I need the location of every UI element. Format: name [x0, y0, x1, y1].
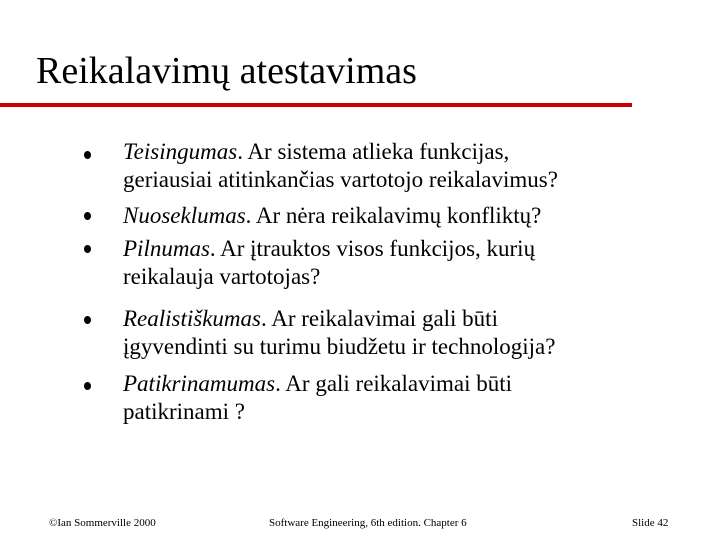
bullet-continuation: patikrinami ?	[123, 399, 245, 424]
bullet-text	[123, 235, 683, 291]
bullet-dot-icon	[84, 316, 91, 324]
bullet-term: Patikrinamumas	[123, 371, 276, 396]
slide-title: Reikalavimų atestavimas	[36, 50, 417, 92]
bullet-text	[123, 370, 683, 426]
bullet-continuation: reikalauja vartotojas?	[123, 264, 321, 289]
bullet-dot-icon	[84, 212, 91, 220]
footer-slide-number: Slide 42	[632, 517, 669, 529]
bullet-text	[123, 202, 683, 230]
bullet-text	[123, 138, 683, 194]
bullet-body: . Ar nėra reikalavimų konfliktų?	[245, 203, 542, 228]
bullet-continuation: įgyvendinti su turimu biudžetu ir technologija?	[123, 334, 556, 359]
bullet-dot-icon	[84, 245, 91, 253]
bullet-term: Nuoseklumas	[123, 203, 246, 228]
footer-book-title: Software Engineering, 6th edition. Chapter 6	[269, 517, 467, 529]
title-underline	[0, 103, 632, 107]
bullet-body: . Ar gali reikalavimai būti	[275, 371, 513, 396]
bullet-continuation: geriausiai atitinkančias vartotojo reikalavimus?	[123, 167, 558, 192]
bullet-term: Teisingumas	[123, 139, 238, 164]
bullet-dot-icon	[84, 382, 91, 390]
footer-copyright: ©Ian Sommerville 2000	[49, 517, 156, 529]
bullet-dot-icon	[84, 151, 91, 159]
bullet-body: . Ar reikalavimai gali būti	[261, 306, 498, 331]
bullet-term: Realistiškumas	[123, 306, 261, 331]
bullet-term: Pilnumas	[123, 236, 210, 261]
bullet-text	[123, 305, 683, 361]
bullet-body: . Ar sistema atlieka funkcijas,	[237, 139, 510, 164]
bullet-body: . Ar įtrauktos visos funkcijos, kurių	[209, 236, 536, 261]
